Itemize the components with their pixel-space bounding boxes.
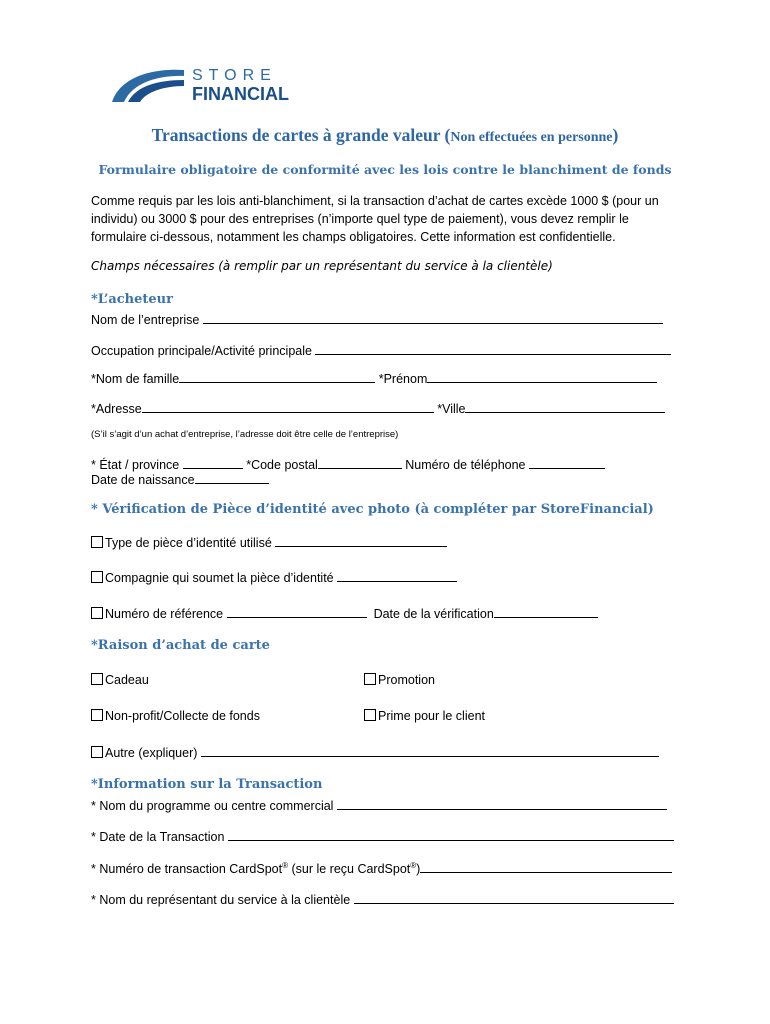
birthdate-label: Date de naissance <box>91 473 195 487</box>
issuer-checkbox[interactable] <box>91 571 103 583</box>
id-type-checkbox[interactable] <box>91 536 103 548</box>
promotion-option <box>364 673 435 687</box>
title-small: Non effectuées en personne <box>450 130 613 145</box>
transaction-heading: *Information sur la Transaction <box>91 777 323 792</box>
number-field[interactable] <box>420 860 672 873</box>
city-field[interactable] <box>465 400 665 413</box>
issuer-row <box>91 569 457 585</box>
city-label: *Ville <box>437 402 466 416</box>
number-label-a: * Numéro de transaction CardSpot <box>91 862 283 876</box>
state-row <box>91 456 605 472</box>
bonus-label: Prime pour le client <box>378 709 485 723</box>
date-row <box>91 828 674 844</box>
postal-label: *Code postal <box>246 458 318 472</box>
other-label: Autre (expliquer) <box>105 746 198 760</box>
id-check-heading: * Vérification de Pièce d’identité avec photo (à compléter par StoreFinancial) <box>91 502 654 517</box>
nonprofit-label: Non-profit/Collecte de fonds <box>105 709 260 723</box>
promotion-checkbox[interactable] <box>364 673 376 685</box>
company-row <box>91 311 663 327</box>
logo-line1: STORE <box>192 67 277 84</box>
reference-field[interactable] <box>227 605 367 618</box>
bonus-option <box>364 709 485 723</box>
date-field[interactable] <box>228 828 674 841</box>
rep-field[interactable] <box>354 891 674 904</box>
gift-label: Cadeau <box>105 673 149 687</box>
id-type-field[interactable] <box>275 534 447 547</box>
lastname-field[interactable] <box>179 370 375 383</box>
verif-date-label: Date de la vérification <box>373 607 494 621</box>
company-label: Nom de l’entreprise <box>91 313 200 327</box>
number-label-b: (sur le reçu CardSpot <box>287 862 411 876</box>
gift-option <box>91 673 149 687</box>
state-label: * État / province <box>91 458 180 472</box>
firstname-label: *Prénom <box>378 372 428 386</box>
number-label-c: ) <box>416 862 421 876</box>
bonus-checkbox[interactable] <box>364 709 376 721</box>
program-label: * Nom du programme ou centre commercial <box>91 799 334 813</box>
name-row <box>91 370 657 386</box>
promotion-label: Promotion <box>378 673 435 687</box>
phone-label: Numéro de téléphone <box>405 458 526 472</box>
firstname-field[interactable] <box>427 370 657 383</box>
buyer-heading: *L’acheteur <box>91 292 173 307</box>
other-option <box>91 744 659 760</box>
birthdate-row <box>91 471 269 487</box>
occupation-row <box>91 342 671 358</box>
occupation-label: Occupation principale/Activité principale <box>91 344 312 358</box>
occupation-field[interactable] <box>315 342 671 355</box>
other-field[interactable] <box>201 744 659 757</box>
rep-row <box>91 891 674 907</box>
logo-line2: FINANCIAL <box>192 84 289 104</box>
birthdate-field[interactable] <box>195 471 269 484</box>
nonprofit-checkbox[interactable] <box>91 709 103 721</box>
issuer-label: Compagnie qui soumet la pièce d’identité <box>105 571 334 585</box>
address-row <box>91 400 665 416</box>
rep-label: * Nom du représentant du service à la clientèle <box>91 893 351 907</box>
issuer-field[interactable] <box>337 569 457 582</box>
other-checkbox[interactable] <box>91 746 103 758</box>
gift-checkbox[interactable] <box>91 673 103 685</box>
state-field[interactable] <box>183 456 243 469</box>
reference-checkbox[interactable] <box>91 607 103 619</box>
address-note: (S’il s’agit d’un achat d’entreprise, l’adresse doit être celle de l’entreprise) <box>91 429 399 440</box>
reason-heading: *Raison d’achat de carte <box>91 638 270 653</box>
swoosh-logo-icon <box>110 66 186 104</box>
phone-field[interactable] <box>529 456 605 469</box>
company-field[interactable] <box>203 311 663 324</box>
intro-paragraph: Comme requis par les lois anti-blanchiment, si la transaction d’achat de cartes excède 1000 $ (pour un individu) ou 3000 $ pour des entreprises (n’importe quel type de paiement), vous devez remplir le formulaire ci-dessous, notamment les champs obligatoires. Cette information est confidentielle. <box>91 194 659 244</box>
date-label: * Date de la Transaction <box>91 830 225 844</box>
nonprofit-option <box>91 709 260 723</box>
number-row <box>91 860 672 876</box>
reg-mark-2: ® <box>410 860 417 870</box>
reference-row <box>91 605 598 621</box>
program-row <box>91 797 667 813</box>
address-label: *Adresse <box>91 402 142 416</box>
verif-date-field[interactable] <box>494 605 598 618</box>
address-field[interactable] <box>142 400 434 413</box>
id-type-label: Type de pièce d’identité utilisé <box>105 536 272 550</box>
reference-label: Numéro de référence <box>105 607 224 621</box>
reg-mark-1: ® <box>282 860 288 870</box>
lastname-label: *Nom de famille <box>91 372 180 386</box>
page-title: Transactions de cartes à grande valeur (Non effectuées en personne) <box>151 125 619 145</box>
required-fields-note: Champs nécessaires (à remplir par un représentant du service à la clientèle) <box>91 259 553 273</box>
page-subtitle: Formulaire obligatoire de conformité avec les lois contre le blanchiment de fonds <box>98 162 672 177</box>
id-type-row <box>91 534 447 550</box>
postal-field[interactable] <box>318 456 402 469</box>
program-field[interactable] <box>337 797 667 810</box>
